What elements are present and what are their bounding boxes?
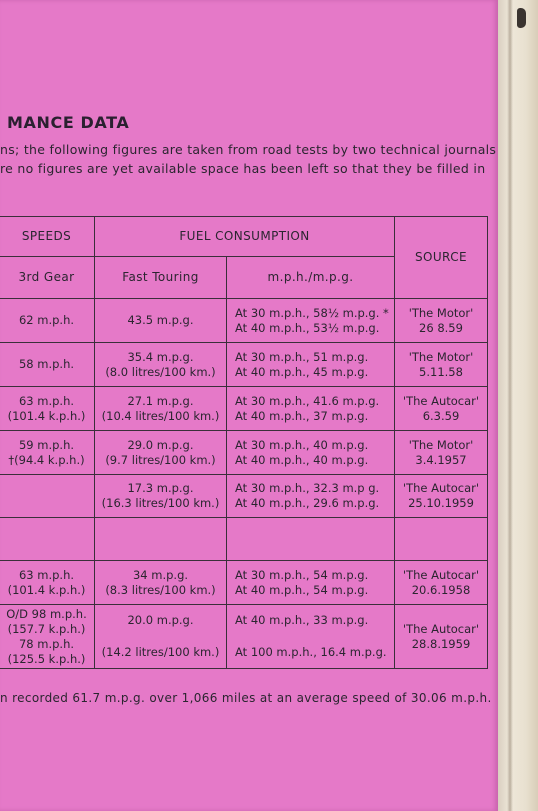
- third-gear-header: 3rd Gear: [0, 257, 95, 299]
- fuel-consumption-header: FUEL CONSUMPTION: [95, 217, 395, 257]
- table-row: [0, 518, 488, 561]
- mph-mpg-cell-line: At 40 m.p.h., 45 m.p.g.: [235, 364, 369, 379]
- mph-mpg-cell-line: At 40 m.p.h., 54 m.p.g.: [235, 582, 369, 597]
- mph-mpg-cell: [227, 518, 395, 561]
- source-cell: [395, 299, 488, 343]
- table-row: [0, 299, 488, 343]
- gear-speed-cell: [0, 475, 95, 518]
- gear-speed-cell-line: 63 m.p.h.: [18, 393, 75, 408]
- source-cell-line: 25.10.1959: [408, 496, 474, 510]
- source-cell-line: 'The Autocar': [402, 621, 480, 636]
- fast-touring-cell-line: 34 m.p.g.: [132, 567, 189, 582]
- speeds-header: SPEEDS: [0, 217, 95, 257]
- source-cell-line: 'The Autocar': [402, 393, 480, 408]
- gear-speed-cell-line: 63 m.p.h.: [18, 567, 75, 582]
- fast-touring-cell: [95, 475, 227, 518]
- intro-line-2: re no figures are yet available space has been left so that they be filled in: [0, 161, 486, 176]
- source-cell-line: 6.3.59: [422, 408, 460, 423]
- gear-speed-cell-line: 59 m.p.h.: [18, 437, 75, 452]
- table-row: [0, 387, 488, 431]
- fast-touring-cell-line: (8.0 litres/100 km.): [105, 364, 216, 379]
- source-cell-line: 3.4.1957: [415, 452, 467, 467]
- gear-speed-cell-line: 62 m.p.h.: [18, 313, 75, 327]
- mph-mpg-cell-line: At 40 m.p.h., 53½ m.p.g.: [235, 320, 380, 335]
- mph-mpg-cell: [227, 431, 395, 475]
- source-cell-line: 20.6.1958: [411, 582, 471, 597]
- source-header: SOURCE: [395, 217, 488, 299]
- fast-touring-cell: [95, 431, 227, 475]
- gear-speed-cell: [0, 605, 95, 669]
- footnote: n recorded 61.7 m.p.g. over 1,066 miles at an average speed of 30.06 m.p.h.: [0, 691, 492, 705]
- mph-mpg-cell-line: At 30 m.p.h., 54 m.p.g.: [235, 567, 369, 582]
- source-cell: [395, 518, 488, 561]
- mph-mpg-header: m.p.h./m.p.g.: [227, 257, 395, 299]
- fast-touring-header: Fast Touring: [95, 257, 227, 299]
- source-cell-line: 'The Motor': [408, 437, 474, 452]
- source-cell-line: 'The Motor': [408, 349, 474, 364]
- fast-touring-cell-line: 17.3 m.p.g.: [127, 481, 194, 495]
- mph-mpg-cell-line: At 30 m.p.h., 51 m.p.g.: [235, 349, 369, 364]
- gear-speed-cell: [0, 561, 95, 605]
- section-heading: MANCE DATA: [7, 113, 130, 132]
- source-cell: [395, 343, 488, 387]
- mph-mpg-cell: [227, 387, 395, 431]
- gear-speed-cell: [0, 343, 95, 387]
- fast-touring-cell-line: 35.4 m.p.g.: [127, 349, 194, 364]
- performance-table: [0, 216, 488, 669]
- table-row: [0, 605, 488, 637]
- source-cell: [395, 431, 488, 475]
- group-header-row: [0, 217, 488, 257]
- fast-touring-cell-line: 29.0 m.p.g.: [127, 437, 194, 452]
- mph-mpg-cell-line: At 30 m.p.h., 40 m.p.g.: [235, 437, 369, 452]
- mph-mpg-cell: At 100 m.p.h., 16.4 m.p.g.: [227, 637, 395, 669]
- source-cell-line: 'The Autocar': [402, 567, 480, 582]
- book-binding: [498, 0, 538, 811]
- source-cell: [395, 387, 488, 431]
- fast-touring-cell: [95, 561, 227, 605]
- table-row: [0, 475, 488, 518]
- table-body: [0, 299, 488, 669]
- fast-touring-cell: [95, 299, 227, 343]
- fast-touring-cell: [95, 343, 227, 387]
- table-row: [0, 561, 488, 605]
- gear-speed-cell-line: (101.4 k.p.h.): [7, 408, 86, 423]
- table-row: [0, 431, 488, 475]
- mph-mpg-cell-line: At 30 m.p.h., 41.6 m.p.g.: [235, 393, 380, 408]
- source-cell: [395, 605, 488, 669]
- mph-mpg-cell: [227, 561, 395, 605]
- fast-touring-cell-line: 43.5 m.p.g.: [127, 313, 194, 327]
- gear-speed-cell-line: (157.7 k.p.h.): [7, 621, 86, 636]
- gear-speed-cell-line: †(94.4 k.p.h.): [8, 452, 85, 467]
- gear-speed-cell-line: (101.4 k.p.h.): [7, 582, 86, 597]
- source-cell-line: 'The Motor': [408, 305, 474, 320]
- binding-shadow: [507, 0, 513, 811]
- mph-mpg-cell-line: At 30 m.p.h., 32.3 m.p g.: [235, 481, 380, 495]
- mph-mpg-cell: [227, 475, 395, 518]
- gear-speed-cell-line: 58 m.p.h.: [18, 357, 75, 371]
- fast-touring-cell-line: (9.7 litres/100 km.): [105, 452, 216, 467]
- gear-speed-cell: [0, 299, 95, 343]
- source-cell-line: 26 8.59: [419, 320, 463, 335]
- mph-mpg-cell-line: At 30 m.p.h., 58½ m.p.g. *: [235, 305, 389, 320]
- mph-mpg-cell: At 40 m.p.h., 33 m.p.g.: [227, 605, 395, 637]
- fast-touring-cell: (14.2 litres/100 km.): [95, 637, 227, 669]
- fast-touring-cell: 20.0 m.p.g.: [95, 605, 227, 637]
- mph-mpg-cell-line: At 40 m.p.h., 29.6 m.p.g.: [235, 496, 380, 510]
- fast-touring-cell-line: (10.4 litres/100 km.): [101, 408, 220, 423]
- fast-touring-cell-line: 27.1 m.p.g.: [127, 393, 194, 408]
- gear-speed-cell: [0, 431, 95, 475]
- source-cell: [395, 475, 488, 518]
- source-cell-line: 5.11.58: [419, 364, 463, 379]
- source-cell-line: 28.8.1959: [411, 636, 471, 651]
- table-row: [0, 343, 488, 387]
- mph-mpg-cell-line: At 40 m.p.h., 37 m.p.g.: [235, 408, 369, 423]
- mph-mpg-cell: [227, 343, 395, 387]
- mph-mpg-cell-line: At 40 m.p.h., 40 m.p.g.: [235, 452, 369, 467]
- intro-paragraph: [0, 140, 497, 178]
- gear-speed-cell-line: 78 m.p.h.: [18, 636, 75, 651]
- gear-speed-cell: [0, 518, 95, 561]
- fast-touring-cell-line: (16.3 litres/100 km.): [101, 496, 220, 510]
- intro-line-1: ns; the following figures are taken from road tests by two technical journals: [0, 142, 497, 157]
- binding-mark: [517, 8, 526, 28]
- gear-speed-cell-line: O/D 98 m.p.h.: [6, 606, 87, 621]
- gear-speed-cell: [0, 387, 95, 431]
- fast-touring-cell: [95, 518, 227, 561]
- fast-touring-cell-line: (8.3 litres/100 km.): [105, 582, 216, 597]
- fast-touring-cell: [95, 387, 227, 431]
- gear-speed-cell-line: (125.5 k.p.h.): [7, 651, 86, 666]
- source-cell-line: 'The Autocar': [402, 481, 480, 495]
- mph-mpg-cell: [227, 299, 395, 343]
- source-cell: [395, 561, 488, 605]
